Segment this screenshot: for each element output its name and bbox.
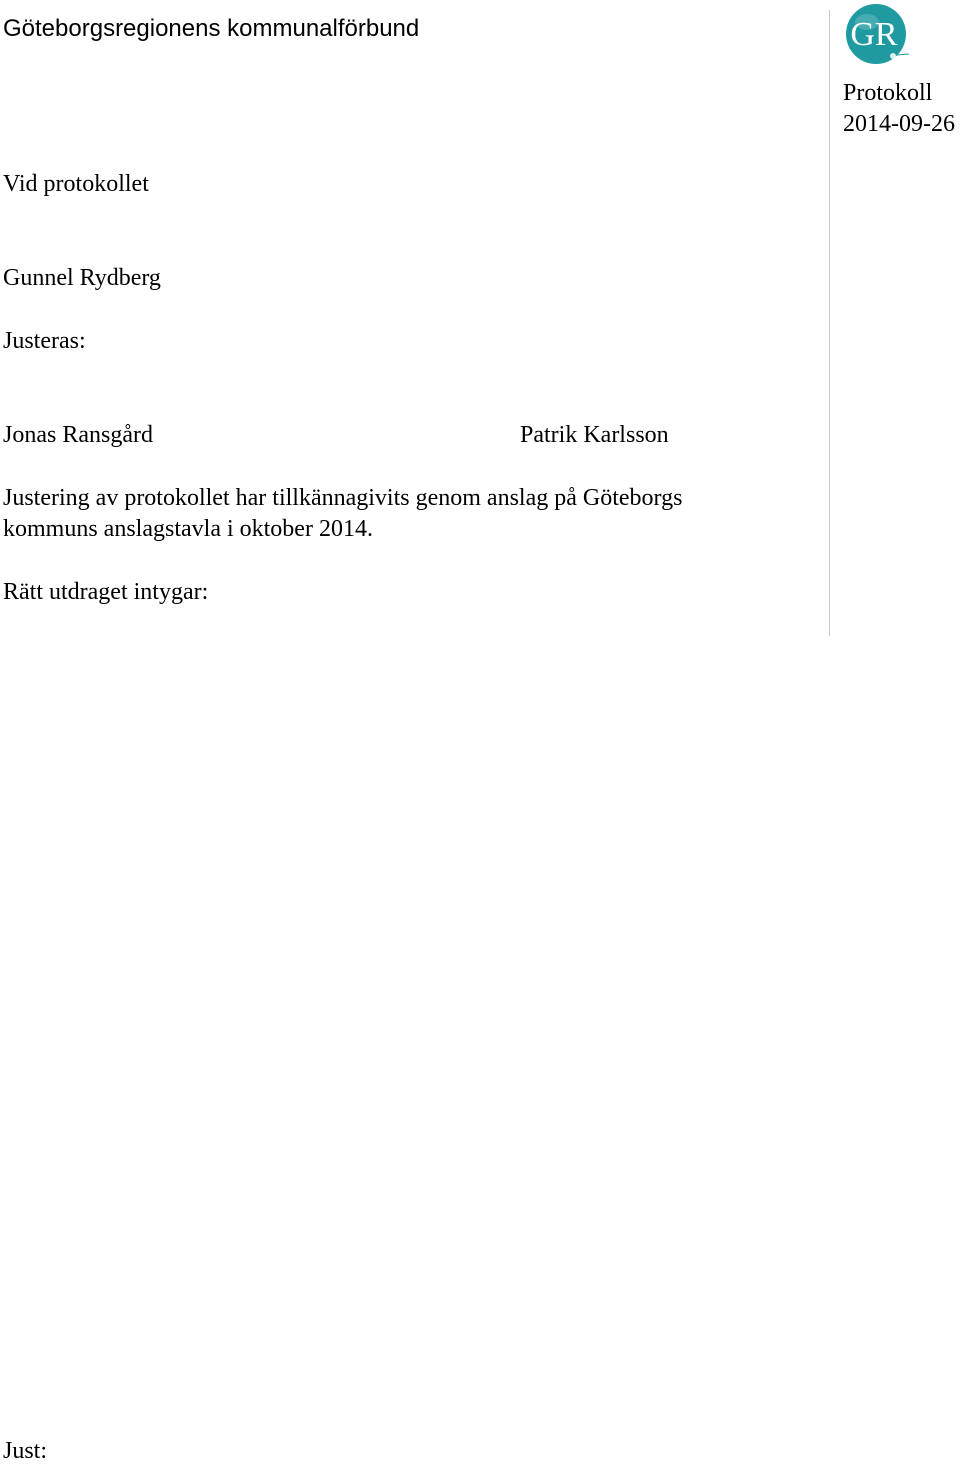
gr-logo	[845, 2, 911, 66]
just-label: Just:	[3, 1438, 48, 1464]
organization-name: Göteborgsregionens kommunalförbund	[3, 15, 420, 42]
notice-text-line: Justering av protokollet har tillkännagivits genom anslag på Göteborgs	[3, 485, 683, 511]
vid-protokollet-label: Vid protokollet	[3, 171, 149, 197]
certify-label: Rätt utdraget intygar:	[3, 579, 209, 605]
document-type: Protokoll	[843, 80, 933, 106]
notice-text-line: kommuns anslagstavla i oktober 2014.	[3, 516, 373, 542]
document-date: 2014-09-26	[843, 111, 955, 137]
adjuster-name: Patrik Karlsson	[520, 422, 669, 448]
adjuster-name: Jonas Ransgård	[3, 422, 153, 448]
secretary-name: Gunnel Rydberg	[3, 265, 161, 291]
logo-text: GR	[850, 16, 898, 53]
justeras-label: Justeras:	[3, 328, 86, 354]
vertical-divider	[829, 10, 830, 636]
